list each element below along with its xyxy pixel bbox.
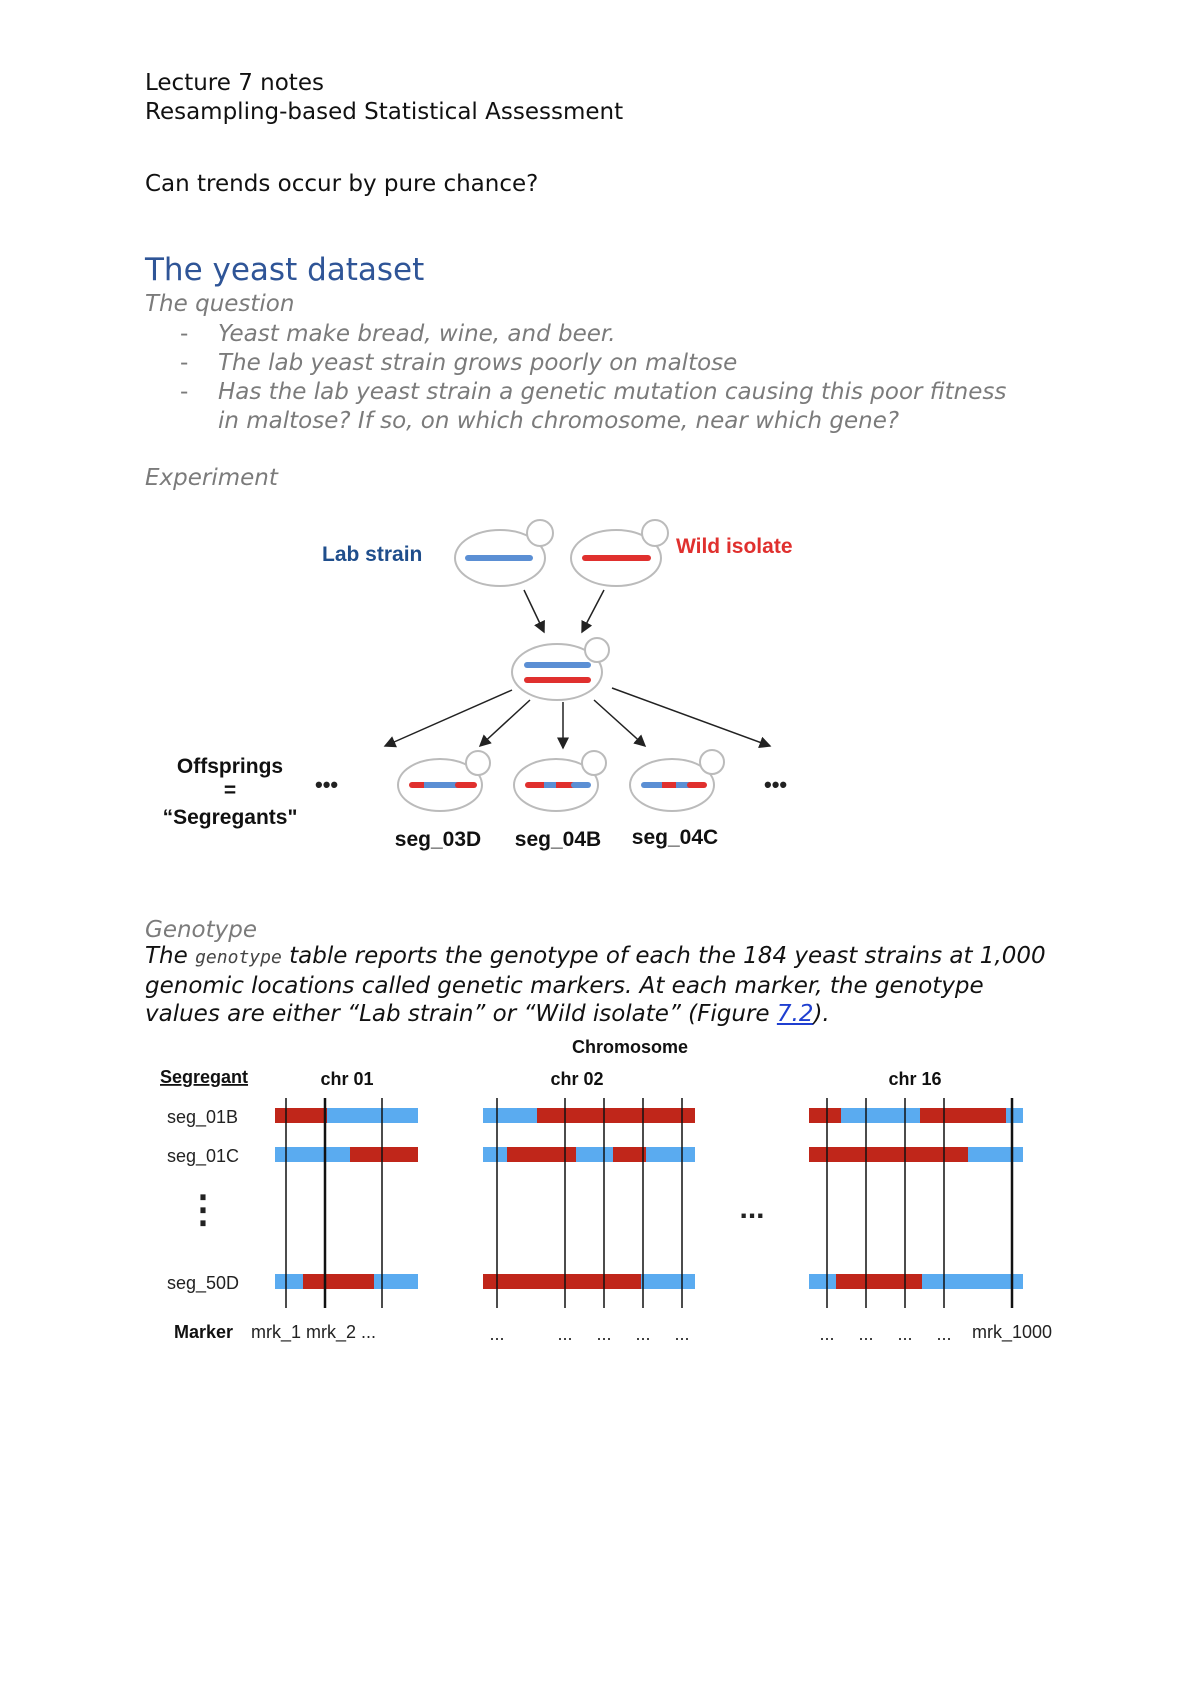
- wild-isolate-label: Wild isolate: [676, 535, 793, 558]
- bar-seg: [922, 1274, 1023, 1289]
- bar-seg: [646, 1147, 695, 1162]
- ellipsis-left: •••: [315, 772, 339, 797]
- lecture-question: Can trends occur by pure chance?: [145, 171, 539, 197]
- bar-seg: [841, 1108, 920, 1123]
- vertical-dots: ⋮: [184, 1189, 222, 1231]
- lecture-title: Lecture 7 notes: [145, 70, 324, 96]
- marker-right-dots: ...: [936, 1324, 952, 1344]
- bar-seg: [1006, 1108, 1023, 1123]
- bullet-item: - Yeast make bread, wine, and beer.: [180, 321, 616, 347]
- segregants-label: “Segregants": [162, 806, 298, 829]
- bar-seg: [920, 1108, 1006, 1123]
- bar-seg: [275, 1274, 303, 1289]
- marker-last: mrk_1000: [971, 1322, 1053, 1342]
- bar-seg: [613, 1147, 646, 1162]
- marker-mid: ...: [674, 1324, 690, 1344]
- chr-label: chr 02: [550, 1069, 604, 1089]
- horizontal-dots: ...: [739, 1192, 765, 1225]
- row-label: seg_01B: [167, 1107, 239, 1127]
- equals-sign: =: [223, 779, 237, 802]
- segregant-cell-04c: [630, 750, 724, 811]
- chr16-bars: [809, 1108, 1023, 1289]
- marker-left: mrk_1 mrk_2 ...: [251, 1322, 377, 1342]
- genotype-paragraph: The genotype table reports the genotype of each the 184 yeast strains at 1,000 genomic locations called genetic markers. At each marker, the genotype values are either “Lab strain” or “Wild isolate” (Figure 7.2).: [145, 943, 1046, 1027]
- row-label: seg_01C: [167, 1146, 240, 1166]
- bar-seg: [537, 1108, 695, 1123]
- question-label: The question: [145, 291, 295, 317]
- bar-seg: [350, 1147, 418, 1162]
- chromosome-title: Chromosome: [571, 1037, 689, 1057]
- lab-strain-label: Lab strain: [322, 543, 423, 566]
- bar-seg: [968, 1147, 1023, 1162]
- lab-strain-cell: [455, 520, 553, 586]
- wild-isolate-cell: [571, 520, 668, 586]
- bar-seg: [641, 1274, 695, 1289]
- marker-right-dots: ...: [858, 1324, 874, 1344]
- figure-link[interactable]: 7.2: [776, 1001, 814, 1027]
- marker-label: Marker: [174, 1322, 234, 1342]
- segregant-cell-03d: [398, 751, 490, 811]
- chr-label: chr 01: [320, 1069, 374, 1089]
- chr01-bars: [275, 1108, 418, 1289]
- bar-seg: [809, 1274, 836, 1289]
- bar-seg: [327, 1108, 418, 1123]
- genotype-label: Genotype: [145, 917, 258, 943]
- marker-mid: ...: [635, 1324, 651, 1344]
- seg-label: seg_04B: [514, 828, 602, 851]
- marker-right-dots: ...: [897, 1324, 913, 1344]
- bullet-item: - The lab yeast strain grows poorly on maltose: [180, 350, 738, 376]
- bullet-continuation: in maltose? If so, on which chromosome, near which gene?: [218, 408, 900, 434]
- chromosome-figure: [0, 1030, 1200, 1350]
- bar-seg: [303, 1274, 374, 1289]
- bar-seg: [483, 1108, 537, 1123]
- genotype-code: genotype: [195, 947, 282, 968]
- lecture-subtitle: Resampling-based Statistical Assessment: [145, 99, 624, 125]
- bullet-item: - Has the lab yeast strain a genetic mutation causing this poor fitness: [180, 379, 1007, 405]
- chr-label: chr 16: [888, 1069, 942, 1089]
- chr02-bars: [483, 1108, 695, 1289]
- bar-seg: [809, 1108, 841, 1123]
- segregant-cell-04b: [514, 751, 606, 811]
- section-title: The yeast dataset: [145, 252, 425, 288]
- bar-seg: [576, 1147, 613, 1162]
- seg-label: seg_03D: [394, 828, 482, 851]
- marker-mid: ...: [596, 1324, 612, 1344]
- bar-seg: [836, 1274, 922, 1289]
- marker-right-dots: ...: [819, 1324, 835, 1344]
- marker-mid: ...: [557, 1324, 573, 1344]
- row-label: seg_50D: [167, 1273, 240, 1293]
- bar-seg: [275, 1108, 327, 1123]
- bar-seg: [483, 1274, 641, 1289]
- ellipsis-right: •••: [764, 772, 788, 797]
- marker-mid: ...: [489, 1324, 505, 1344]
- experiment-label: Experiment: [145, 465, 278, 491]
- offspring-label: Offsprings: [176, 755, 284, 778]
- segregant-header: Segregant: [160, 1067, 249, 1087]
- bar-seg: [374, 1274, 418, 1289]
- bar-seg: [483, 1147, 507, 1162]
- seg-label: seg_04C: [631, 826, 719, 849]
- hybrid-cell: [512, 638, 609, 700]
